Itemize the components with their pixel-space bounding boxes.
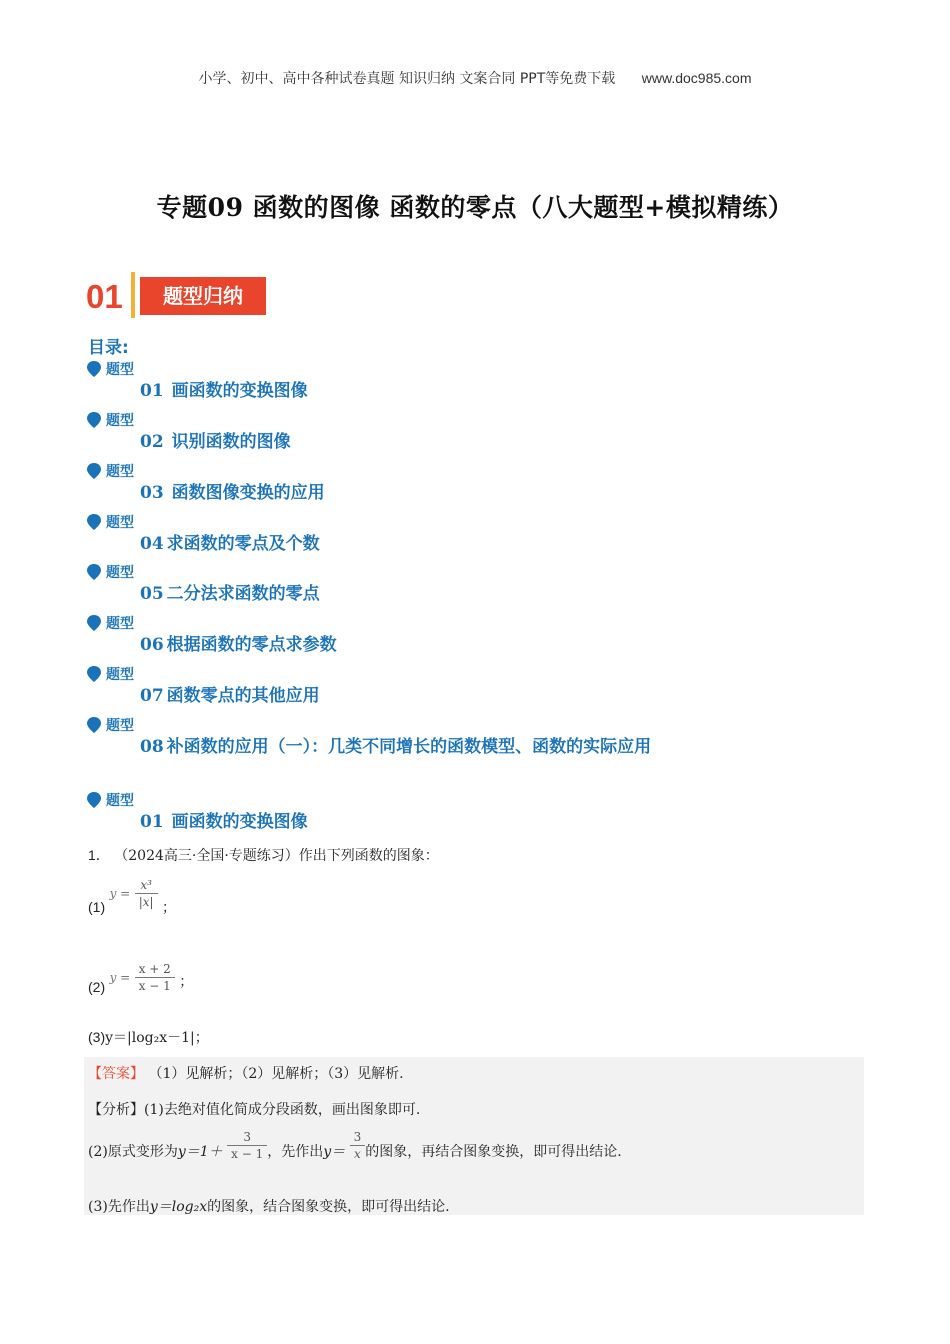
fraction-denominator: x − 1 <box>227 1145 267 1161</box>
toc-item[interactable] <box>86 410 846 452</box>
toc-item-label: 二分法求函数的零点 <box>166 584 320 604</box>
section-heading-label: 画函数的变换图像 <box>171 812 308 832</box>
toc-item[interactable] <box>86 562 846 604</box>
question-part-3 <box>88 1027 209 1047</box>
toc-item-number: 07 <box>140 686 164 706</box>
fraction-denominator: x − 1 <box>135 977 175 993</box>
toc-item-tag: 题型 <box>106 565 134 581</box>
answer-label: 【答案】 <box>88 1066 144 1082</box>
part-equation-lead: y = <box>109 970 131 985</box>
header-text: 小学、初中、高中各种试卷真题 知识归纳 文案合同 PPT等免费下载 <box>198 71 616 87</box>
analysis-expression: y＝ <box>323 1143 346 1160</box>
toc-item-number: 06 <box>140 635 164 655</box>
part-equation-lead: y = <box>109 886 131 901</box>
fraction-denominator: x <box>350 1145 365 1161</box>
toc-title: 目录: <box>88 338 129 358</box>
location-pin-icon <box>86 361 102 377</box>
toc-item[interactable] <box>86 664 846 706</box>
toc-item-number: 05 <box>140 584 164 604</box>
analysis-text: (2)原式变形为 <box>88 1143 178 1160</box>
location-pin-icon <box>86 717 102 733</box>
fraction-numerator: 3 <box>353 1130 362 1144</box>
header-site[interactable]: www.doc985.com <box>641 70 752 86</box>
toc-item[interactable] <box>86 512 846 554</box>
section-divider <box>131 272 135 318</box>
fraction-numerator: x + 2 <box>138 962 171 976</box>
location-pin-icon <box>86 666 102 682</box>
answer-text: （1）见解析；（2）见解析；（3）见解析. <box>148 1066 404 1082</box>
part-expression: y＝|log₂x－1|； <box>105 1030 209 1046</box>
location-pin-icon <box>86 463 102 479</box>
toc-item-tag: 题型 <box>106 515 134 531</box>
fraction <box>135 878 158 909</box>
fraction <box>135 962 175 993</box>
location-pin-icon <box>86 792 102 808</box>
question-part-1 <box>88 878 176 916</box>
toc-item-label: 根据函数的零点求参数 <box>166 635 337 655</box>
toc-item-number: 04 <box>140 534 164 554</box>
fraction-numerator: x³ <box>140 878 152 892</box>
toc-item[interactable] <box>86 359 846 401</box>
fraction-numerator: 3 <box>243 1130 251 1144</box>
section-number: 01 <box>86 278 123 315</box>
location-pin-icon <box>86 564 102 580</box>
toc-item-number: 08 <box>140 737 164 757</box>
location-pin-icon <box>86 615 102 631</box>
analysis-text: 的图象，结合图象变换，即可得出结论. <box>207 1199 450 1215</box>
analysis-label: 【分析】 <box>88 1102 144 1118</box>
analysis-expression: y＝1＋ <box>177 1143 223 1160</box>
location-pin-icon <box>86 514 102 530</box>
toc-item[interactable] <box>86 715 846 757</box>
fraction <box>350 1130 366 1161</box>
section-label: 题型归纳 <box>140 277 266 315</box>
analysis-expression: y＝log₂x <box>149 1199 208 1215</box>
document-title: 专题09 函数的图像 函数的零点（八大题型+模拟精练） <box>156 193 794 222</box>
toc-item-tag: 题型 <box>106 616 134 632</box>
toc-item-label: 函数图像变换的应用 <box>171 483 325 503</box>
toc-item-label: 识别函数的图像 <box>171 432 291 452</box>
toc-item[interactable] <box>86 461 846 503</box>
toc-item-tag: 题型 <box>106 667 134 683</box>
analysis-text: (3)先作出 <box>88 1199 150 1215</box>
toc-item-number: 01 <box>140 381 164 401</box>
fraction-denominator: |x| <box>135 893 158 909</box>
analysis-line-1 <box>88 1099 420 1119</box>
page-header <box>0 68 950 88</box>
toc-item-label: 补函数的应用（一）：几类不同增长的函数模型、函数的实际应用 <box>166 737 652 757</box>
toc-item-label: 画函数的变换图像 <box>171 381 308 401</box>
toc-item-number: 02 <box>140 432 164 452</box>
part-tail: ； <box>179 973 194 990</box>
section-heading-number: 01 <box>140 812 164 832</box>
analysis-text: ，先作出 <box>267 1143 324 1160</box>
analysis-text: 的图象，再结合图象变换，即可得出结论. <box>365 1143 622 1160</box>
part-index: (2) <box>88 978 106 995</box>
part-index: (1) <box>88 898 106 915</box>
question-stem <box>88 845 439 865</box>
toc-item-label: 函数零点的其他应用 <box>166 686 320 706</box>
question-part-2 <box>88 962 193 993</box>
answer-line <box>88 1063 404 1083</box>
analysis-text: (1)去绝对值化简成分段函数，画出图象即可. <box>144 1102 421 1118</box>
location-pin-icon <box>86 412 102 428</box>
analysis-line-3 <box>88 1196 450 1216</box>
analysis-line-2 <box>88 1130 622 1161</box>
part-index: (3) <box>88 1029 106 1045</box>
fraction <box>227 1130 267 1161</box>
toc-item-tag: 题型 <box>106 464 134 480</box>
section-heading-tag: 题型 <box>106 793 134 809</box>
toc-item[interactable] <box>86 613 846 655</box>
question-number: 1． <box>88 847 110 863</box>
toc-item-tag: 题型 <box>106 413 134 429</box>
part-tail: ； <box>162 899 176 916</box>
toc-item-tag: 题型 <box>106 718 134 734</box>
section-heading <box>86 790 846 832</box>
toc-item-label: 求函数的零点及个数 <box>166 534 320 554</box>
toc-item-tag: 题型 <box>106 362 134 378</box>
toc-item-number: 03 <box>140 483 164 503</box>
question-text: （2024高三·全国·专题练习）作出下列函数的图象： <box>114 848 439 864</box>
